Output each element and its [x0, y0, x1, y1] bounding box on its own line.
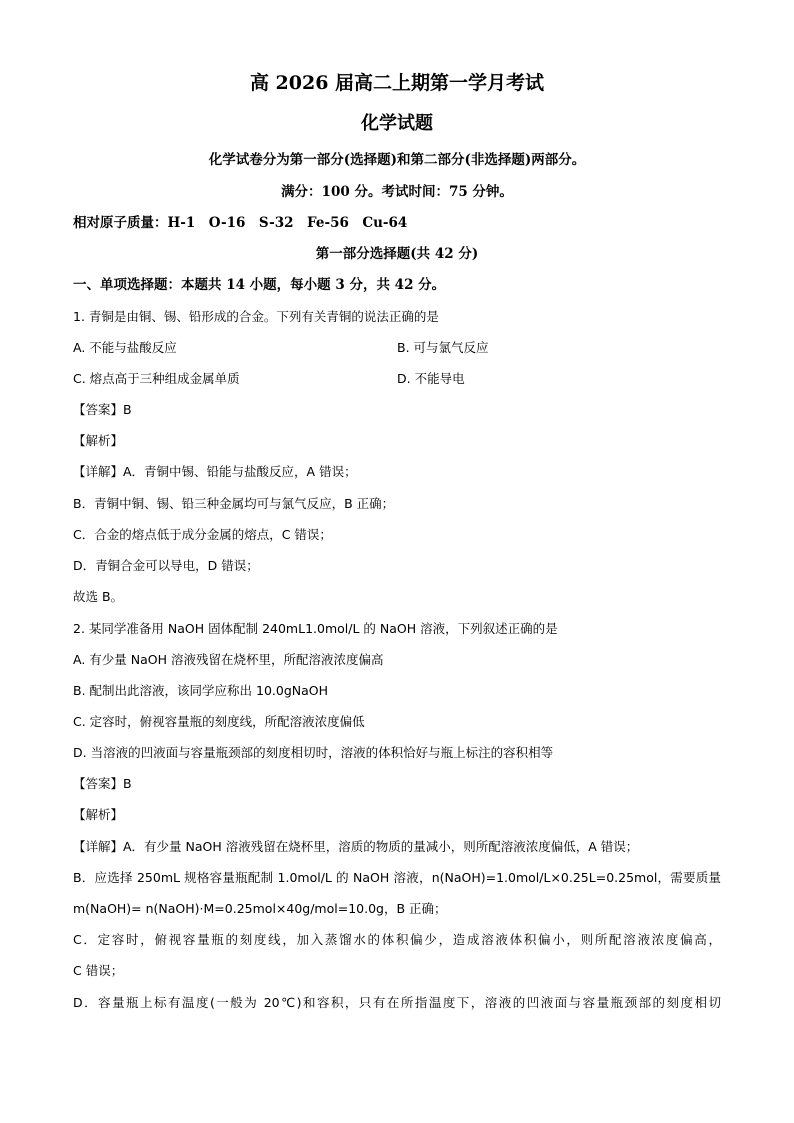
question-1-detail-b: B．青铜中铜、锡、铅三种金属均可与氯气反应，B 正确；	[73, 496, 395, 511]
score-time-line: 满分：100 分。考试时间：75 分钟。	[281, 184, 513, 200]
question-2-option-d: D. 当溶液的凹液面与容量瓶颈部的刻度相切时，溶液的体积恰好与瓶上标注的容积相等	[73, 745, 554, 760]
question-1-analysis: 【解析】	[73, 433, 124, 448]
subject-title: 化学试题	[361, 113, 433, 134]
question-1-option-a: A. 不能与盐酸反应	[73, 340, 177, 355]
question-1-option-c: C. 熔点高于三种组成金属单质	[73, 371, 240, 386]
question-2-analysis: 【解析】	[73, 807, 124, 822]
question-1-option-b: B. 可与氯气反应	[397, 340, 489, 355]
question-2-detail-a: 【详解】A．有少量 NaOH 溶液残留在烧杯里，溶质的物质的量减小，则所配溶液浓度偏低，A 错误；	[73, 839, 639, 854]
question-2-answer: 【答案】B	[73, 776, 132, 791]
question-2-detail-b: B．应选择 250mL 规格容量瓶配制 1.0mol/L 的 NaOH 溶液，n(NaOH)=1.0mol/L×0.25L=0.25mol，需要质量	[73, 870, 721, 885]
question-1-conclusion: 故选 B。	[73, 589, 124, 604]
exam-title: 高 2026 届高二上期第一学月考试	[249, 72, 545, 94]
question-1-detail-d: D．青铜合金可以导电，D 错误；	[73, 558, 259, 573]
question-1-answer: 【答案】B	[73, 402, 132, 417]
question-1-option-d: D. 不能导电	[397, 371, 465, 386]
atomic-mass-line: 相对原子质量：H-1 O-16 S-32 Fe-56 Cu-64	[73, 215, 408, 231]
question-2-option-c: C. 定容时，俯视容量瓶的刻度线，所配溶液浓度偏低	[73, 714, 365, 729]
instruction-line: 化学试卷分为第一部分(选择题)和第二部分(非选择题)两部分。	[208, 152, 586, 168]
question-2-detail-d: D．容量瓶上标有温度(一般为 20℃)和容积，只有在所指温度下，溶液的凹液面与容量瓶颈部的刻度相切	[73, 995, 721, 1010]
part-one-heading: 第一部分选择题(共 42 分)	[315, 246, 479, 262]
question-2-detail-b-cont: m(NaOH)= n(NaOH)·M=0.25mol×40g/mol=10.0g，B 正确；	[73, 901, 447, 916]
section-one-heading: 一、单项选择题：本题共 14 小题，每小题 3 分，共 42 分。	[73, 277, 446, 293]
question-1-stem: 1. 青铜是由铜、锡、铅形成的合金。下列有关青铜的说法正确的是	[73, 309, 439, 324]
question-2-option-b: B. 配制出此溶液，该同学应称出 10.0gNaOH	[73, 683, 329, 698]
question-1-detail-a: 【详解】A．青铜中锡、铅能与盐酸反应，A 错误；	[73, 464, 357, 479]
question-1-detail-c: C．合金的熔点低于成分金属的熔点，C 错误；	[73, 527, 332, 542]
question-2-option-a: A. 有少量 NaOH 溶液残留在烧杯里，所配溶液浓度偏高	[73, 652, 384, 667]
question-2-stem: 2. 某同学准备用 NaOH 固体配制 240mL1.0mol/L 的 NaOH 溶液，下列叙述正确的是	[73, 621, 558, 636]
question-2-detail-c: C．定容时，俯视容量瓶的刻度线，加入蒸馏水的体积偏少，造成溶液体积偏小，则所配溶液浓度偏高，	[73, 932, 721, 947]
question-2-detail-c-cont: C 错误；	[73, 963, 124, 978]
